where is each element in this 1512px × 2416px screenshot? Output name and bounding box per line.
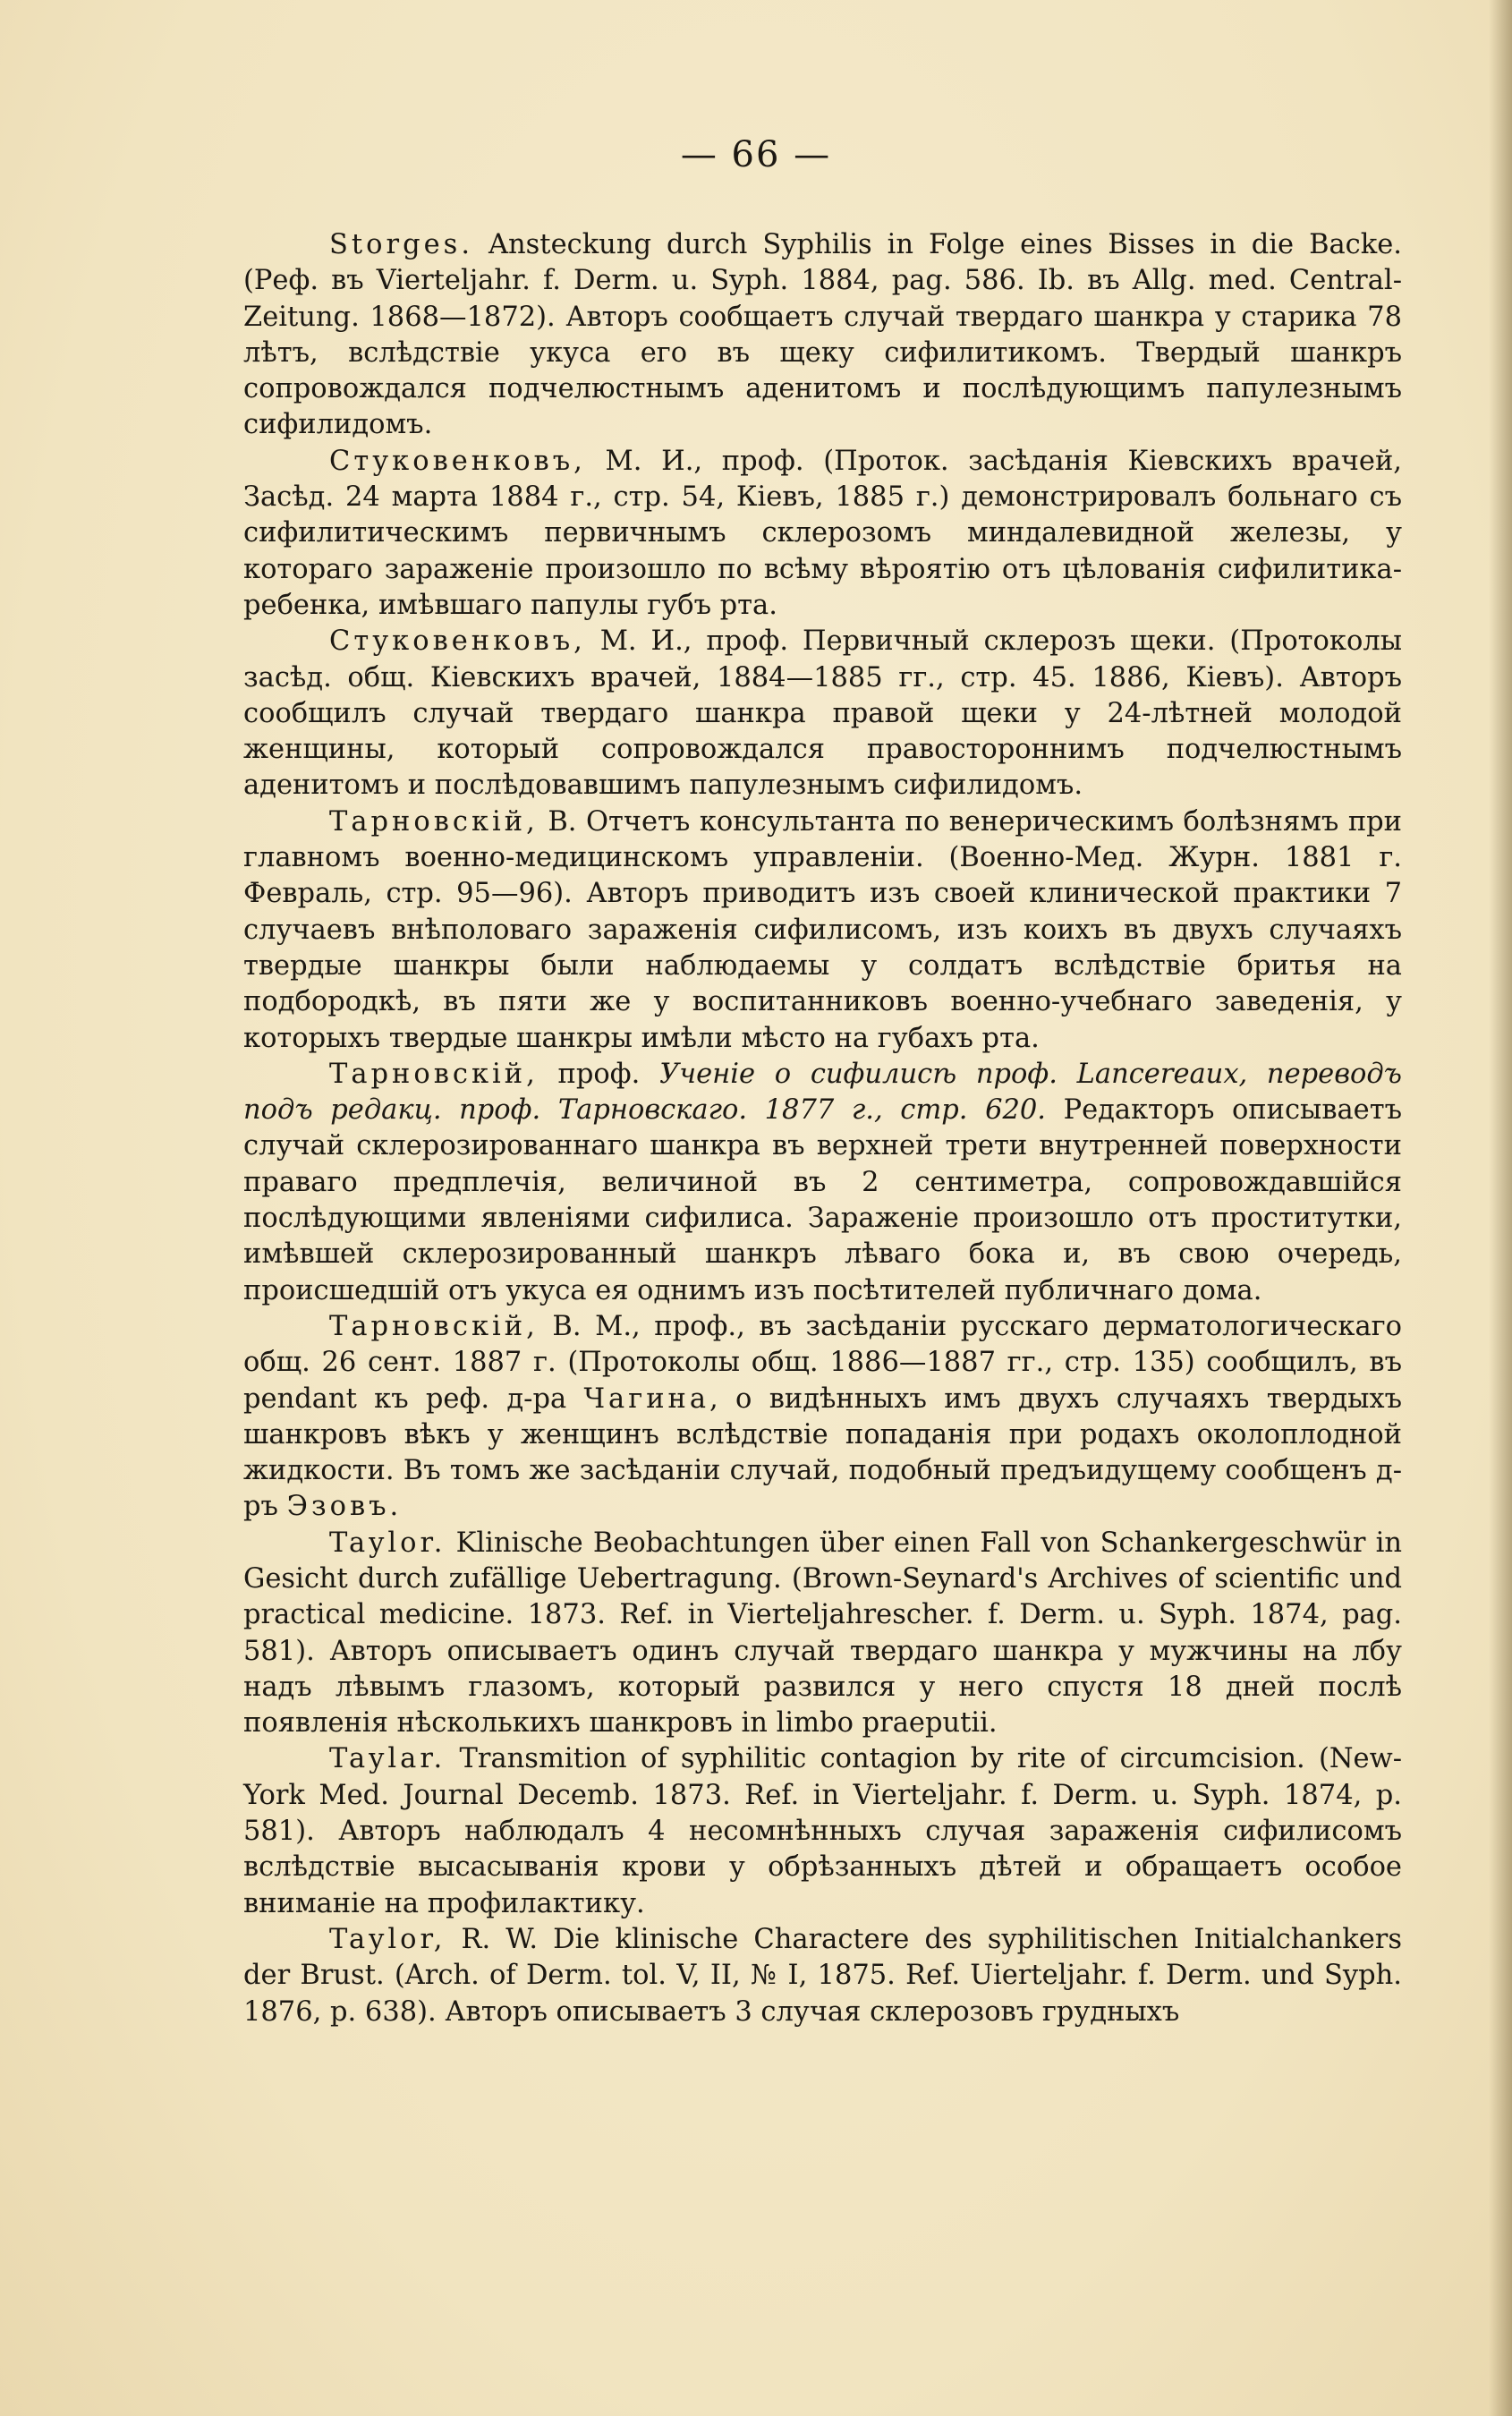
referenced-name: Чагина xyxy=(583,1382,710,1415)
body-text xyxy=(243,227,1402,2030)
paragraph-stukovenkov-1 xyxy=(243,444,1402,624)
page-number: — 66 — xyxy=(680,134,832,175)
paragraph-text: . xyxy=(389,1491,399,1523)
author-name: Стуковенковъ, xyxy=(329,625,586,658)
paragraph-text: Редакторъ описываетъ случай склерозированнаго шанкра въ верхней трети внутренней поверхности праваго предплечія, величиной въ 2 сентиметра, сопровождавшійся послѣдующими явленіями сифилиса. Зараженіе произошло отъ проститутки, имѣвшей склерозированный шанкръ лѣваго бока и, въ свою очередь, происшедшій отъ укуса ея однимъ изъ посѣтителей публичнаго дома. xyxy=(243,1094,1402,1306)
author-name: Стуковенковъ, xyxy=(329,445,586,477)
paragraph-tarnovsky-2 xyxy=(243,1057,1402,1309)
author-name: Taylor, xyxy=(329,1923,446,1955)
paragraph-tarnovsky-1 xyxy=(243,804,1402,1057)
author-name: Тарновскій, xyxy=(329,1310,539,1342)
paragraph-storges xyxy=(243,227,1402,444)
author-name: Тарновскій, xyxy=(329,805,539,838)
paragraph-text-lead: В. М., проф., въ засѣданіи русскаго дерматологическаго общ. 26 сент. 1887 г. (Протоколы общ. 1886—1887 гг., стр. 135) сообщилъ, въ pendant къ реф. д-ра xyxy=(243,1310,1402,1415)
author-name: Тарновскій, xyxy=(329,1058,539,1090)
paragraph-taylor-1 xyxy=(243,1526,1402,1742)
paragraph-text-lead: проф. xyxy=(538,1058,660,1090)
paragraph-text: Ansteckung durch Syphilis in Folge eines Bisses in die Backe. (Реф. въ Vierteljahr. f. Derm. u. Syph. 1884, pag. 586. Ib. въ Allg. med. Central-Zeitung. 1868—1872). Авторъ сообщаетъ случай твердаго шанкра у старика 78 лѣтъ, вслѣдствіе укуса его въ щеку сифилитикомъ. Твердый шанкръ сопровождался подчелюстнымъ аденитомъ и послѣдующимъ папулезнымъ сифилидомъ. xyxy=(243,229,1402,441)
author-name: Taylor. xyxy=(329,1527,446,1559)
paragraph-text: R. W. Die klinische Charactere des syphilitischen Initialchankers der Brust. (Arch. of Derm. tol. V, II, № I, 1875. Ref. Uierteljahr. f. Derm. und Syph. 1876, p. 638). Авторъ описываетъ 3 случая склерозовъ грудныхъ xyxy=(243,1923,1402,2028)
paragraph-taylar xyxy=(243,1741,1402,1921)
paragraph-tarnovsky-3 xyxy=(243,1309,1402,1526)
author-name: Taylar. xyxy=(329,1743,446,1775)
paragraph-taylor-2 xyxy=(243,1922,1402,2030)
spine-shadow xyxy=(1489,0,1512,2416)
paragraph-text-mid: , о видѣнныхъ имъ двухъ случаяхъ твердыхъ шанкровъ вѣкъ у женщинъ вслѣдствіе попаданія при родахъ околоплодной жидкости. Въ томъ же засѣданіи случай, подобный предъидущему сообщенъ д-ръ xyxy=(243,1382,1402,1523)
author-name: Storges. xyxy=(329,229,474,260)
paragraph-text: В. Отчетъ консультанта по венерическимъ болѣзнямъ при главномъ военно-медицинскомъ управленіи. (Военно-Мед. Журн. 1881 г. Февраль, стр. 95—96). Авторъ приводитъ изъ своей клинической практики 7 случаевъ внѣполоваго зараженія сифилисомъ, изъ коихъ въ двухъ случаяхъ твердые шанкры были наблюдаемы у солдатъ вслѣдствіе бритья на подбородкѣ, въ пяти же у воспитанниковъ военно-учебнаго заведенія, у которыхъ твердые шанкры имѣли мѣсто на губахъ рта. xyxy=(243,805,1402,1054)
referenced-name: Эзовъ xyxy=(286,1491,390,1523)
citation-italic: Ученіе о сифилисѣ проф. Lancereaux, переводъ подъ редакц. проф. Тарновскаго. 1877 г., стр. 620. xyxy=(243,1058,1402,1127)
paragraph-stukovenkov-2 xyxy=(243,624,1402,804)
paragraph-text: М. И., проф. Первичный склерозъ щеки. (Протоколы засѣд. общ. Кіевскихъ врачей, 1884—1885 гг., стр. 45. 1886, Кіевъ). Авторъ сообщилъ случай твердаго шанкра правой щеки у 24-лѣтней молодой женщины, который сопровождался правостороннимъ подчелюстнымъ аденитомъ и послѣдовавшимъ папулезнымъ сифилидомъ. xyxy=(243,625,1402,802)
paragraph-text: М. И., проф. (Проток. засѣданія Кіевскихъ врачей, Засѣд. 24 марта 1884 г., стр. 54, Кіевъ, 1885 г.) демонстрировалъ больнаго съ сифилитическимъ первичнымъ склерозомъ миндалевидной железы, у котораго зараженіе произошло по всѣму вѣроятію отъ цѣлованія сифилитика-ребенка, имѣвшаго папулы губъ рта. xyxy=(243,445,1402,621)
paragraph-text: Transmition of syphilitic contagion by rite of circumcision. (New-York Med. Journal Decemb. 1873. Ref. in Vierteljahr. f. Derm. u. Syph. 1874, p. 581). Авторъ наблюдалъ 4 несомнѣнныхъ случая зараженія сифилисомъ вслѣдствіе высасыванія крови у обрѣзанныхъ дѣтей и обращаетъ особое вниманіе на профилактику. xyxy=(243,1743,1402,1919)
paragraph-text: Klinische Beobachtungen über einen Fall von Schankergeschwür in Gesicht durch zufällige Uebertragung. (Brown-Seynard's Archives of scientific und practical medicine. 1873. Ref. in Vierteljahrescher. f. Derm. u. Syph. 1874, pag. 581). Авторъ описываетъ одинъ случай твердаго шанкра у мужчины на лбу надъ лѣвымъ глазомъ, который развился у него спустя 18 дней послѣ появленія нѣсколькихъ шанкровъ in limbo praeputii. xyxy=(243,1527,1402,1740)
